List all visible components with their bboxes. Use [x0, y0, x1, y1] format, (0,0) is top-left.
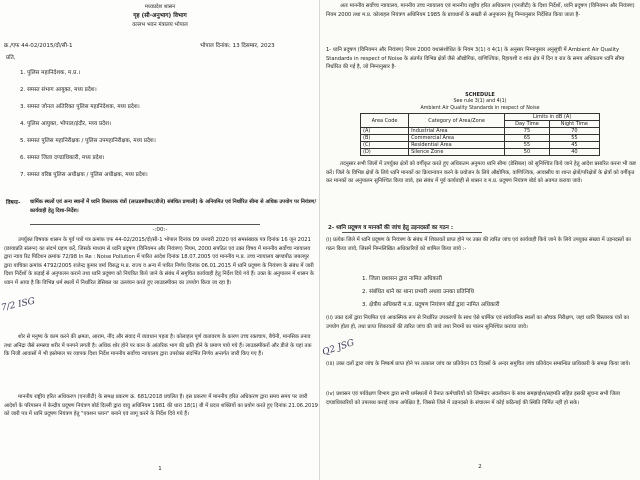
table-row — [361, 135, 600, 142]
table-header-night: Night Time — [549, 121, 599, 128]
table-row — [361, 142, 600, 149]
table-cell: 50 — [505, 149, 550, 156]
recipient-item: 4. पुलिस आयुक्त, भोपाल/इंदौर, मध्य प्रदेश। — [20, 121, 112, 127]
table-cell: Silence Zone — [409, 149, 505, 156]
item-2-iv: (iv) प्रशासन एवं पर्यवेक्षण विभाग द्वारा सभी धर्मस्थलों में तैनात कर्मचारियों को जिम्मेदार अवलोकन के साथ समझाईश/सहमति सहित इसकी सूचना सभी जिला दण्डाधिकारियों को उपलब्ध कराई जाना अपेक्षित है, जिससे जिले में उड़नदस्ते के संचालन में कोई कठिनाई की स्थिति निर्मित नहीं हो सके। — [326, 391, 621, 406]
member-item: 2. संबंधित थाने का थाना प्रभारी अथवा उनका प्रतिनिधि — [362, 289, 474, 295]
member-item: 3. क्षेत्रीय अधिकारी म.प्र. प्रदूषण नियंत्रण बोर्ड द्वारा नामित अधिकारी — [362, 302, 500, 308]
schedule-subtitle: See rule 3(1) and 4(1) — [453, 99, 507, 104]
reference-date: भोपाल दिनांक: 13 दिसम्बर, 2023 — [200, 43, 275, 49]
recipient-item: 7. समस्त वरिष्ठ पुलिस अधीक्षक / पुलिस अधीक्षक, मध्य प्रदेश। — [20, 172, 148, 178]
page-number: 2 — [478, 464, 482, 470]
header-line-3: वल्लभ भवन मंत्रालय भोपाल — [132, 22, 188, 28]
table-cell: Residential Area — [409, 142, 505, 149]
handwritten-note: 7/2 ISG — [0, 296, 36, 314]
recipient-item: 5. समस्त पुलिस महानिरीक्षक / पुलिस उपमहानिरीक्षक, मध्य प्रदेश। — [20, 138, 156, 144]
body-paragraph-3: माननीय राष्ट्रीय हरित अधिकरण (एनजीटी) के समक्ष प्रकरण क्र. 681/2018 प्रचलित है। इस प्रकरण में माननीय हरित अधिकरण द्वारा समय समय पर जारी आदेशों के परिपालन में केन्द्रीय प्रदूषण नियंत्रण बोर्ड दिल्ली द्वारा वायु अधिनियम 1981 की धारा 18(1) बी में प्रदत्त शक्तियों का प्रयोग करते हुए दिनांक 21.06.2019 को जारी पत्र में ध्वनि प्रदूषण नियंत्रण हेतु "एक्शन प्लान" बनाने एवं लागू करने के निर्देश दिये गये हैं। — [4, 394, 318, 418]
document-page-2 — [320, 0, 640, 480]
table-cell: (C) — [361, 142, 409, 149]
header-line-1: मध्यप्रदेश शासन — [144, 4, 176, 10]
recipient-item: 2. समस्त संभाग आयुक्त, मध्य प्रदेश। — [20, 87, 97, 93]
table-row — [361, 149, 600, 156]
body-paragraph-1: उपर्युक्त विषयक शासन के पूर्व पत्रों पत्र क्रमांक एफ 44-02/2015/दो/सी-1 भोपाल दिनांक 09 जनवरी 2020 एवं समसंख्यक पत्र दिनांक 16 जून 2021 (छायाप्रति संलग्न) का संदर्भ ग्रहण करें, जिसके माध्यम से ध्वनि प्रदूषण (विनियमन और नियंत्रण) नियम, 2000 सपठित एवं उक्त विषय में माननीय सर्वोच्च न्यायालय द्वारा न्याय रिट पिटिशन क्रमांक 72/98 In Re : Noise Pollution में पारित आदेश दिनांक 18.07.2005 एवं माननीय म.प्र. उच्च न्यायालय खण्डपीठ जबलपुर द्वारा याचिका क्रमांक 4792/2005 राजेन्द्र कुमार वर्मा विरुद्ध म.प्र. राज्य व अन्य में पारित निर्णय दिनांक 06.01.2015 में ध्वनि प्रदूषण के नियंत्रण के संबंध में जारी दिशा निर्देशों के कड़ाई से अनुपालन कराने तथा ध्वनि प्रदूषण को नियंत्रित किये जाने के संबंध में समुचित कार्यवाही हेतु निर्देश दिये गये हैं। उक्त के अनुपालन में शासन के ध्यान में आया है कि विभिन्न धर्म स्थलों में निर्धारित डेसिबल का उल्लंघन करते हुए लाउडस्पीकर का उपयोग किया जा रहा है। — [4, 237, 314, 286]
subject-label: विषयः- — [6, 200, 21, 206]
table-cell: 55 — [505, 142, 550, 149]
body-paragraph-2: शोर से मनुष्य के काम करने की क्षमता, आराम, नींद और संवाद में व्यवधान पहता है। कोलाहल पूर्ण वातावरण के कारण उच्च रक्तचाप, बैचेनी, मानसिक तनाव तथा अनिद्रा जैसे समस्या शरीर में पनपने लगती है। अधिक शोर होने पर कान के आंतरिक भाग की क्षति होने के प्रमाण पाये गये हैं। लाउडस्पीकरों और डीजे के यहां तक कि निजी आवासों में भी इस्तेमाल पर व्यापक दिशा निर्देश माननीय सर्वोच्च न्यायालय द्वारा उपरोक्त संदर्भित निर्णय अन्तर्गत जारी किए गए हैं। — [4, 334, 312, 358]
recipient-item: 6. समस्त जिला दण्डाधिकारी, मध्य प्रदेश। — [20, 155, 105, 161]
table-cell: 45 — [549, 142, 599, 149]
table-cell: 55 — [549, 135, 599, 142]
recipient-item: 1. पुलिस महानिदेशक, म.प्र.। — [20, 70, 81, 76]
item-2-ii: (ii) उक्त दलों द्वारा नियमित एवं आकस्मिक रूप से निर्धारित उपकरणों के साथ ऐसे धार्मिक एवं सार्वजनिक स्थलों का औचक निरीक्षण, जहां ध्वनि विस्तारक यंत्रों का उपयोग होता हो, तथा प्राप्त शिकायतों की त्वरित जांच की जावे तथा नियमों का पालन सुनिश्चित कराया जावे। — [326, 315, 629, 330]
separator: -:00:- — [152, 227, 168, 233]
page-number: 1 — [158, 466, 162, 472]
recipient-item: 3. समस्त जोनल अतिरिक्त पुलिस महानिदेशक, मध्य प्रदेश। — [20, 104, 140, 110]
table-cell: 65 — [505, 135, 550, 142]
prati-label: प्रति, — [6, 55, 16, 61]
table-row — [361, 128, 600, 135]
table-cell: (B) — [361, 135, 409, 142]
table-cell: Commercial Area — [409, 135, 505, 142]
item-2-underline — [342, 232, 482, 233]
item-2-heading: 2- ध्वनि प्रदूषण व मानकों की जांच हेतु उड़नदस्तों का गठन : — [328, 225, 454, 231]
table-cell: 70 — [549, 128, 599, 135]
table-header-category: Category of Area/Zone — [409, 114, 505, 128]
table-cell: 75 — [505, 128, 550, 135]
item-2-i: (i) प्रत्येक जिले में ध्वनि प्रदूषण के नियंत्रण के संबंध में शिकायतें प्राप्त होने पर उक्त की त्वरित जांच एवं कार्यवाही किये जाने के लिये उपयुक्त संख्या में उड़नदस्तों का गठन किया जाये, जिसमें निम्नलिखित अधिकारियों को शामिल किया जाये :- — [326, 237, 631, 252]
intro-paragraph: अतः माननीय सर्वोच्च न्यायालय, माननीय उच्च न्यायालय एवं माननीय राष्ट्रीय हरित अधिकरण (एनजीटी) के दिशा निर्देशों, ध्वनि प्रदूषण (विनियमन और नियंत्रण) नियम 2000 तथा म.प्र. कोलाहल नियंत्रण अधिनियम 1985 के प्रावधानों के सख्ती से अनुपालन हेतु निम्नानुसार निर्देशित किया जाता है- — [326, 3, 635, 18]
paragraph-classification: तदनुसार सभी जिलों में उपर्युक्त क्षेत्रों को वर्गीकृत करते हुए अधिकतम अनुमत्य ध्वनि सीमा (डेसिबल) को सुनिश्चित किये जाने हेतु आदेश प्रसारित करना भी कष्ट करें। जिले के विभिन्न क्षेत्रों के लिये ध्वनि मानकों का क्रियान्वयन करने के प्रयोजन के लिये औद्योगिक, वाणिज्यिक, आवासीय या शान्त क्षेत्रों/परिक्षेत्रों के क्षेत्रों को वर्गीकृत कर मानकों का अनुपालन सुनिश्चित किया जावे, इस संबंध में पूर्व कार्यवाही से शासन व म.प्र. प्रदूषण नियंत्रण बोर्ड को अवगत कराया जावे। — [326, 161, 636, 185]
header-line-2: गृह (सी-अनुभाग) विभाग — [133, 13, 187, 19]
table-cell: 40 — [549, 149, 599, 156]
table-header-day: Day Time — [505, 121, 550, 128]
table-cell: (D) — [361, 149, 409, 156]
table-caption: Ambient Air Quality Standards in respect of Noise — [420, 106, 540, 111]
item-1: 1- ध्वनि प्रदूषण (विनियमन और नियंत्रण) नियम 2000 यथासंशोधित के नियम 3(1) व 4(1) के अनुसार निम्नानुसार अनुसूची में Ambient Air Quality Standards in respect of Noise के अंतर्गत विभिन्न क्षेत्रों जैसे औद्योगिक, वाणिज्यिक, रिहायशी व शांत क्षेत्र में दिन व रात के समय अधिकतम ध्वनि सीमा निर्धारित की गई है, जो निम्नानुसार है- — [326, 47, 625, 71]
handwritten-note: Q2 JSG — [321, 338, 356, 358]
subject-underline — [30, 224, 260, 225]
schedule-title: SCHEDULE — [465, 92, 495, 98]
table-header-area-code: Area Code — [361, 114, 409, 128]
item-2-iii: (iii) उक्त दलों द्वारा जांच के निष्कर्ष प्राप्त होने पर तत्काल जांच का प्रतिवेदन 03 दिवसों के अन्दर समुचित जांच प्रतिवेदन सम्बन्धित प्राधिकारी के समक्ष किया जाये। — [326, 361, 631, 367]
table-cell: Industrial Area — [409, 128, 505, 135]
noise-standards-table — [360, 113, 600, 156]
subject-text: धार्मिक स्थलों एवं अन्य स्थानों में ध्वनि विस्तारक यंत्रों (लाउडस्पीकर/डीजे) संबंधित प्रणाली) के अनियमित एवं निर्धारित सीमा से अधिक उपयोग पर नियंत्रण/कार्यवाही हेतु दिशा-निर्देश। — [30, 199, 317, 214]
reference-number: क्र./एफ 44-02/2015/दो/सी-1 — [4, 43, 73, 49]
member-item: 1. जिला प्रशासन द्वारा नामित अधिकारी — [362, 276, 442, 282]
table-cell: (A) — [361, 128, 409, 135]
table-header-limits: Limits in dB (A) — [505, 114, 600, 121]
